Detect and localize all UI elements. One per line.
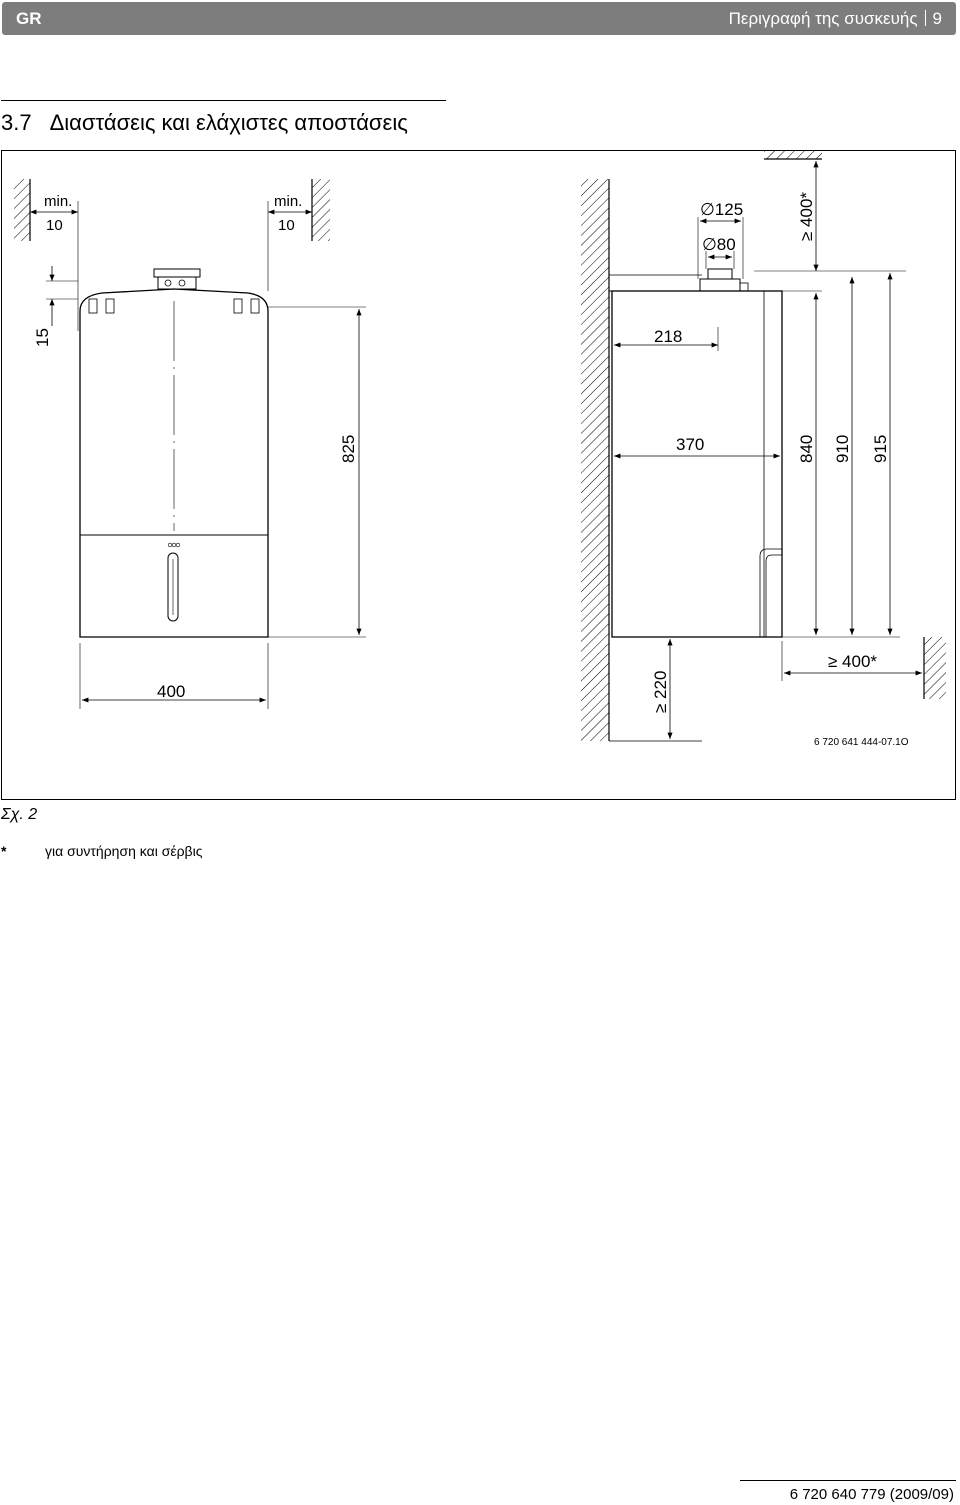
dim-flue-125: ∅125	[700, 200, 744, 219]
wall-hatch-right	[312, 179, 330, 241]
page-number: 9	[932, 9, 942, 28]
dim-side-400: ≥ 400*	[828, 652, 878, 671]
dim-top-400: ≥ 400*	[797, 191, 816, 241]
section-number: 3.7	[1, 110, 32, 135]
wall-hatch-left	[14, 179, 30, 241]
section-title: Διαστάσεις και ελάχιστες αποστάσεις	[49, 110, 408, 135]
min-right-label: min.	[274, 193, 303, 210]
document-number: 6 720 640 779 (2009/09)	[789, 1486, 954, 1503]
section-heading	[1, 110, 408, 136]
footnote-marker: *	[1, 843, 7, 859]
dim-400-width: 400	[157, 682, 186, 701]
ceiling-hatch	[764, 151, 822, 159]
title-rule	[1, 100, 446, 101]
footer-rule	[740, 1480, 956, 1481]
dim-15: 15	[33, 328, 52, 347]
footnote	[1, 843, 202, 859]
header-divider	[925, 10, 926, 26]
side-wall-hatch	[924, 637, 946, 699]
dim-218: 218	[654, 327, 683, 346]
language-code: GR	[16, 9, 42, 28]
dim-915: 915	[871, 434, 890, 463]
min-left-value: 10	[46, 217, 63, 234]
min-left-label: min.	[44, 193, 73, 210]
header-section-info	[729, 9, 942, 29]
figure-code: 6 720 641 444-07.1O	[814, 737, 909, 748]
footnote-text: για συντήρηση και σέρβις	[45, 843, 203, 859]
dimension-drawing	[2, 151, 957, 801]
dim-370: 370	[676, 435, 705, 454]
header-section-name: Περιγραφή της συσκευής	[728, 9, 918, 28]
min-right-value: 10	[278, 217, 295, 234]
header-bar	[2, 2, 956, 35]
dim-825: 825	[339, 434, 358, 463]
dimension-figure	[1, 150, 956, 800]
figure-caption: Σχ. 2	[1, 806, 38, 823]
dim-220: ≥ 220	[651, 670, 670, 713]
flue-base	[700, 279, 740, 291]
dim-840: 840	[797, 434, 816, 463]
back-wall-hatch	[581, 179, 609, 741]
dim-910: 910	[833, 434, 852, 463]
dim-flue-80: ∅80	[702, 235, 736, 254]
boiler-side-outline	[612, 291, 782, 637]
